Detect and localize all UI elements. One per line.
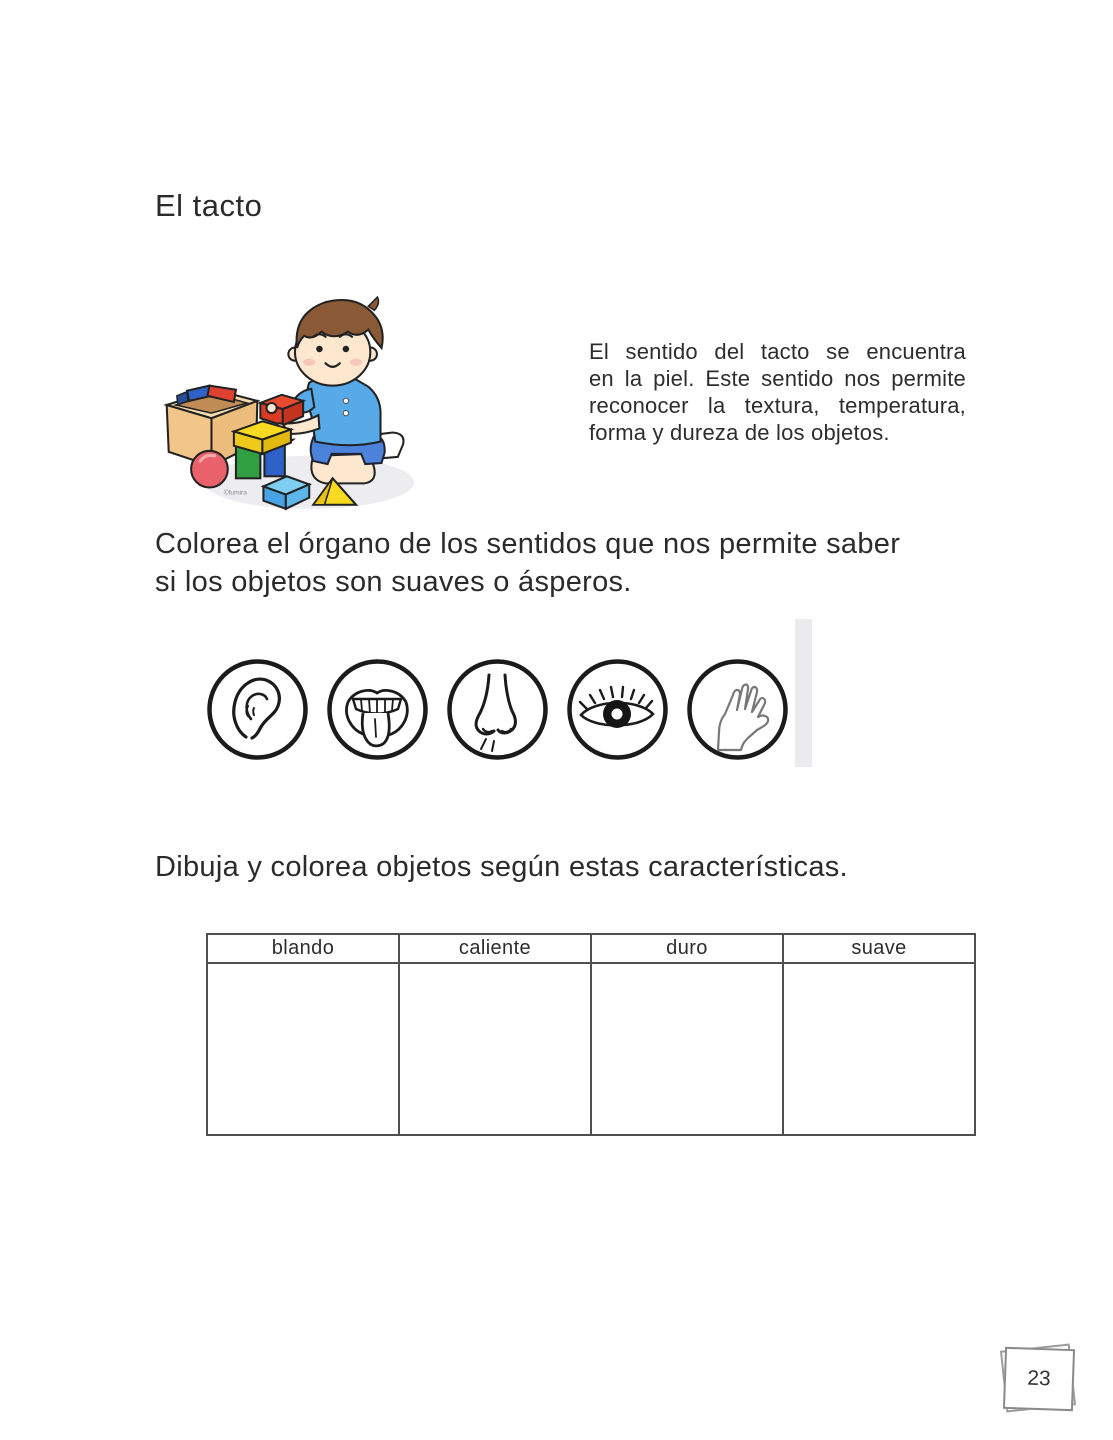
table-row xyxy=(207,963,975,1135)
characteristics-table xyxy=(206,933,976,1136)
sense-icons-row xyxy=(205,657,805,763)
activity1-instruction-line: Colorea el órgano de los sentidos que nos permite saber xyxy=(155,528,901,560)
activity1-instruction-line: si los objetos son suaves o ásperos. xyxy=(155,565,632,598)
illustration-watermark: ©fumira xyxy=(223,489,247,497)
empty-drawing-cell xyxy=(399,963,591,1135)
intro-line: El sentido del tacto se encuentra xyxy=(589,339,966,364)
column-header-suave: suave xyxy=(783,934,975,963)
intro-line: reconocer la textura, temperatura, xyxy=(589,393,966,418)
red-ball xyxy=(191,451,228,488)
activity1-instruction xyxy=(155,526,985,601)
table-header-row xyxy=(207,934,975,963)
boy-playing-blocks-illustration xyxy=(158,293,434,517)
intro-line: forma y dureza de los objetos. xyxy=(589,420,890,445)
activity2-instruction: Dibuja y colorea objetos según estas características. xyxy=(155,851,848,883)
eye-icon xyxy=(565,657,670,762)
intro-paragraph xyxy=(589,338,966,446)
column-header-caliente: caliente xyxy=(399,934,591,963)
empty-drawing-cell xyxy=(207,963,399,1135)
empty-drawing-cell xyxy=(591,963,783,1135)
ear-icon xyxy=(205,657,310,762)
column-header-duro: duro xyxy=(591,934,783,963)
mouth-icon xyxy=(325,657,430,762)
hand-icon xyxy=(685,657,790,762)
column-header-blando: blando xyxy=(207,934,399,963)
page-number-box xyxy=(1000,1342,1078,1416)
page-number: 23 xyxy=(1003,1347,1075,1411)
page-title: El tacto xyxy=(155,188,263,223)
intro-line: en la piel. Este sentido nos permite xyxy=(589,366,966,391)
empty-drawing-cell xyxy=(783,963,975,1135)
nose-icon xyxy=(445,657,550,762)
